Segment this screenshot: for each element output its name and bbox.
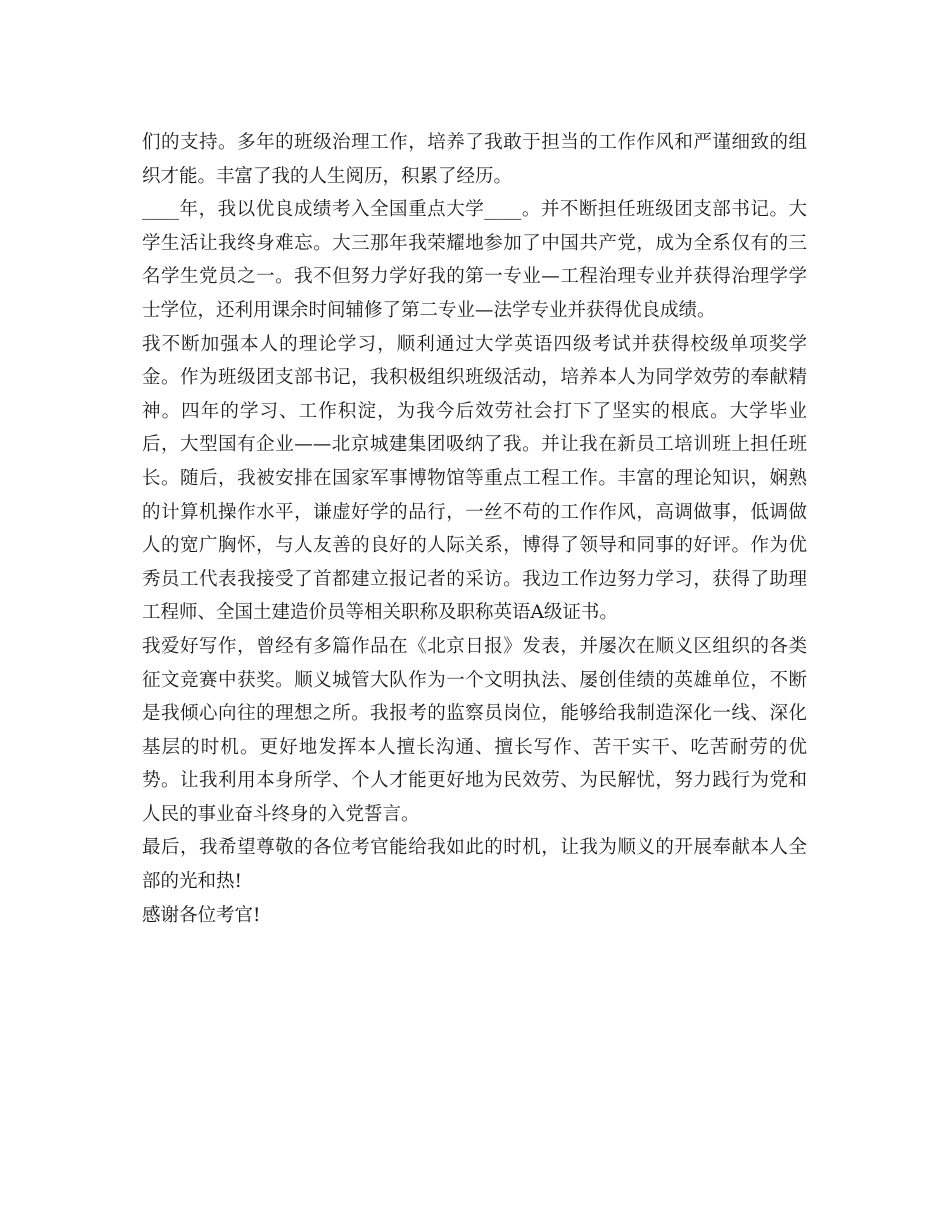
paragraph-university: ____年，我以优良成绩考入全国重点大学____。并不断担任班级团支部书记。大学生活让我终身难忘。大三那年我荣耀地参加了中国共产党，成为全系仅有的三名学生党员之一。我不但努力学好我的第一专业—工程治理专业并获得治理学学士学位，还利用课余时间辅修了第二专业—法学专业并获得优良成绩。: [142, 199, 807, 321]
paragraph-career: 我不断加强本人的理论学习，顺利通过大学英语四级考试并获得校级单项奖学金。作为班级团支部书记，我积极组织班级活动，培养本人为同学效劳的奉献精神。四年的学习、工作积淀，为我今后效劳社会打下了坚实的根底。大学毕业后，大型国有企业——北京城建集团吸纳了我。并让我在新员工培训班上担任班长。随后，我被安排在国家军事博物馆等重点工程工作。丰富的理论知识，娴熟的计算机操作水平，谦虚好学的品行，一丝不苟的工作作风，高调做事，低调做人的宽广胸怀，与人友善的良好的人际关系，博得了领导和同事的好评。作为优秀员工代表我接受了首都建立报记者的采访。我边工作边努力学习，获得了助理工程师、全国土建造价员等相关职称及职称英语A级证书。: [142, 333, 807, 624]
document-body: [142, 126, 807, 932]
paragraph-closing: 最后，我希望尊敬的各位考官能给我如此的时机，让我为顺义的开展奉献本人全部的光和热!: [142, 837, 807, 893]
paragraph-continuation: 们的支持。多年的班级治理工作，培养了我敢于担当的工作作风和严谨细致的组织才能。丰富了我的人生阅历，积累了经历。: [142, 132, 807, 187]
paragraph-thanks: 感谢各位考官!: [142, 904, 261, 926]
paragraph-writing: 我爱好写作，曾经有多篇作品在《北京日报》发表，并屡次在顺义区组织的各类征文竞赛中获奖。顺义城管大队作为一个文明执法、屡创佳绩的英雄单位，不断是我倾心向往的理想之所。我报考的监察员岗位，能够给我制造深化一线、深化基层的时机。更好地发挥本人擅长沟通、擅长写作、苦干实干、吃苦耐劳的优势。让我利用本身所学、个人才能更好地为民效劳、为民解忧，努力践行为党和人民的事业奋斗终身的入党誓言。: [142, 635, 807, 825]
